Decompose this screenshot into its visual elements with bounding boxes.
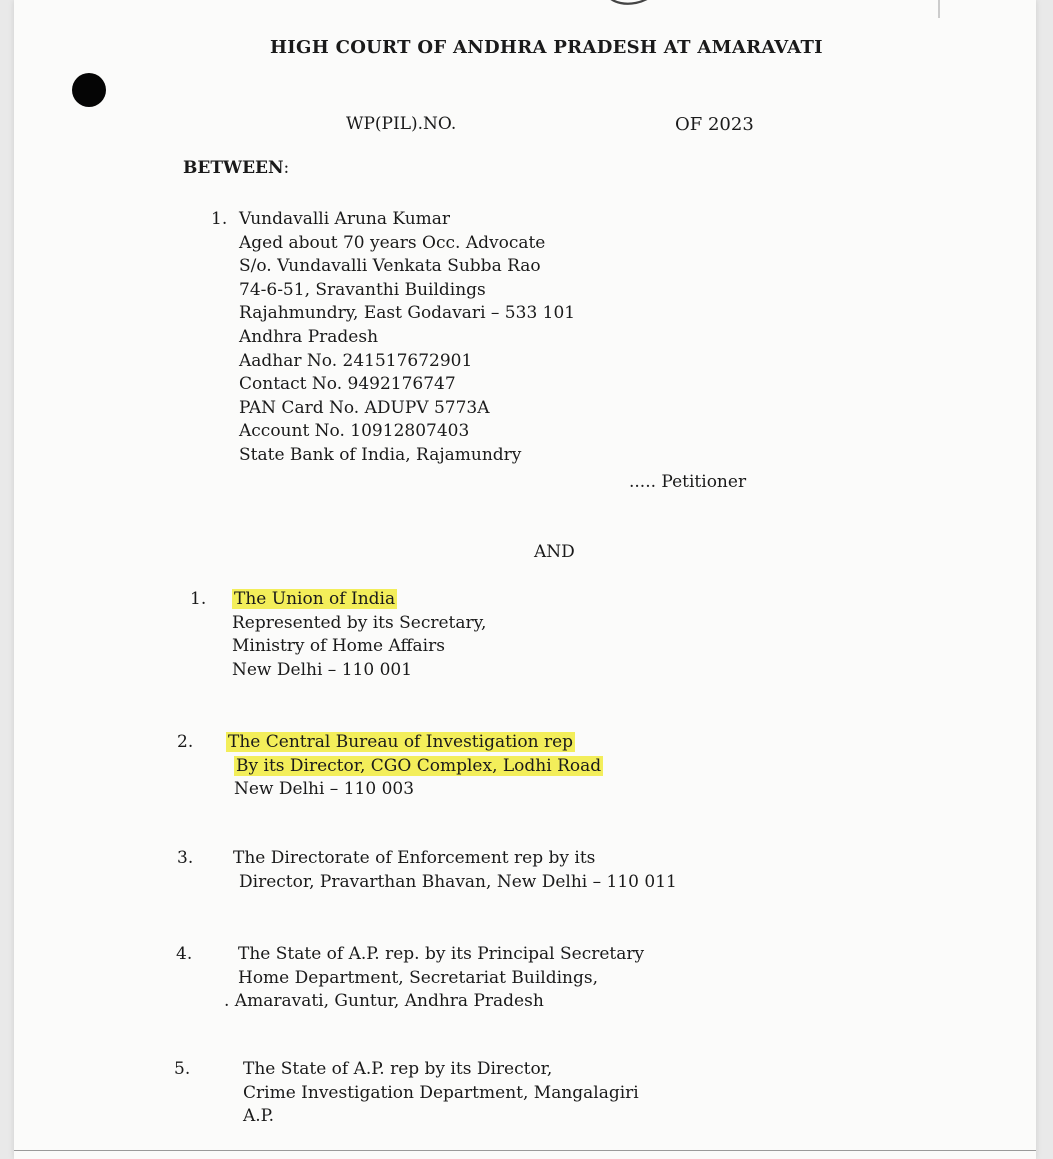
respondent-1-line: New Delhi – 110 001 [232,659,413,680]
respondent-4-number: 4. [176,944,193,964]
court-title: HIGH COURT OF ANDHRA PRADESH AT AMARAVATI [270,37,823,58]
respondent-5-number: 5. [174,1059,191,1079]
respondent-5-block [243,1058,639,1129]
respondent-4-line: The State of A.P. rep. by its Principal Secretary [238,944,645,964]
document-page [14,0,1036,1159]
and-separator: AND [534,542,575,562]
respondent-2-block [226,731,603,802]
petitioner-address [239,208,575,468]
scan-edge-mark [938,0,940,18]
petitioner-line: Aadhar No. 241517672901 [239,350,473,371]
respondent-3-block [233,847,677,894]
petitioner-line: Account No. 10912807403 [239,421,470,442]
respondent-1-number: 1. [190,589,207,609]
page-fold-line [14,1150,1036,1151]
petitioner-line: PAN Card No. ADUPV 5773A [239,397,490,418]
petitioner-line: Aged about 70 years Occ. Advocate [239,232,546,253]
respondent-2-address-highlight: By its Director, CGO Complex, Lodhi Road [236,755,602,776]
respondent-2-number: 2. [177,732,194,752]
respondent-4-line: . Amaravati, Guntur, Andhra Pradesh [224,991,544,1012]
between-heading: BETWEEN: [183,158,290,178]
respondent-3-line: Director, Pravarthan Bhavan, New Delhi – 110 011 [239,871,677,892]
respondent-2-name: The Central Bureau of Investigation rep [228,732,574,752]
respondent-1-name: The Union of India [234,589,396,609]
petitioner-line: S/o. Vundavalli Venkata Subba Rao [239,256,541,277]
respondent-3-line: The Directorate of Enforcement rep by its [233,848,596,868]
petitioner-number: 1. [211,209,228,229]
handwritten-mark [570,0,680,24]
petitioner-role: ..... Petitioner [629,472,747,492]
respondent-5-line: The State of A.P. rep by its Director, [243,1059,553,1079]
petitioner-line: State Bank of India, Rajamundry [239,444,522,465]
respondent-5-line: Crime Investigation Department, Mangalagiri [243,1082,639,1103]
petitioner-line: Contact No. 9492176747 [239,374,456,395]
respondent-3-number: 3. [177,848,194,868]
respondent-2-line: New Delhi – 110 003 [234,779,415,800]
hole-punch-dot [72,73,106,107]
respondent-5-line: A.P. [243,1106,275,1127]
respondent-1-line: Ministry of Home Affairs [232,636,445,657]
petitioner-line: Rajahmundry, East Godavari – 533 101 [239,303,576,324]
petitioner-line: Vundavalli Aruna Kumar [239,209,451,229]
respondent-1-block [232,588,486,682]
petitioner-line: Andhra Pradesh [239,326,379,347]
case-number: WP(PIL).NO. [346,114,457,134]
respondent-4-line: Home Department, Secretariat Buildings, [238,967,598,988]
respondent-1-line: Represented by its Secretary, [232,612,487,633]
respondent-4-block [224,943,645,1014]
case-year: OF 2023 [675,114,754,135]
petitioner-line: 74-6-51, Sravanthi Buildings [239,279,486,300]
